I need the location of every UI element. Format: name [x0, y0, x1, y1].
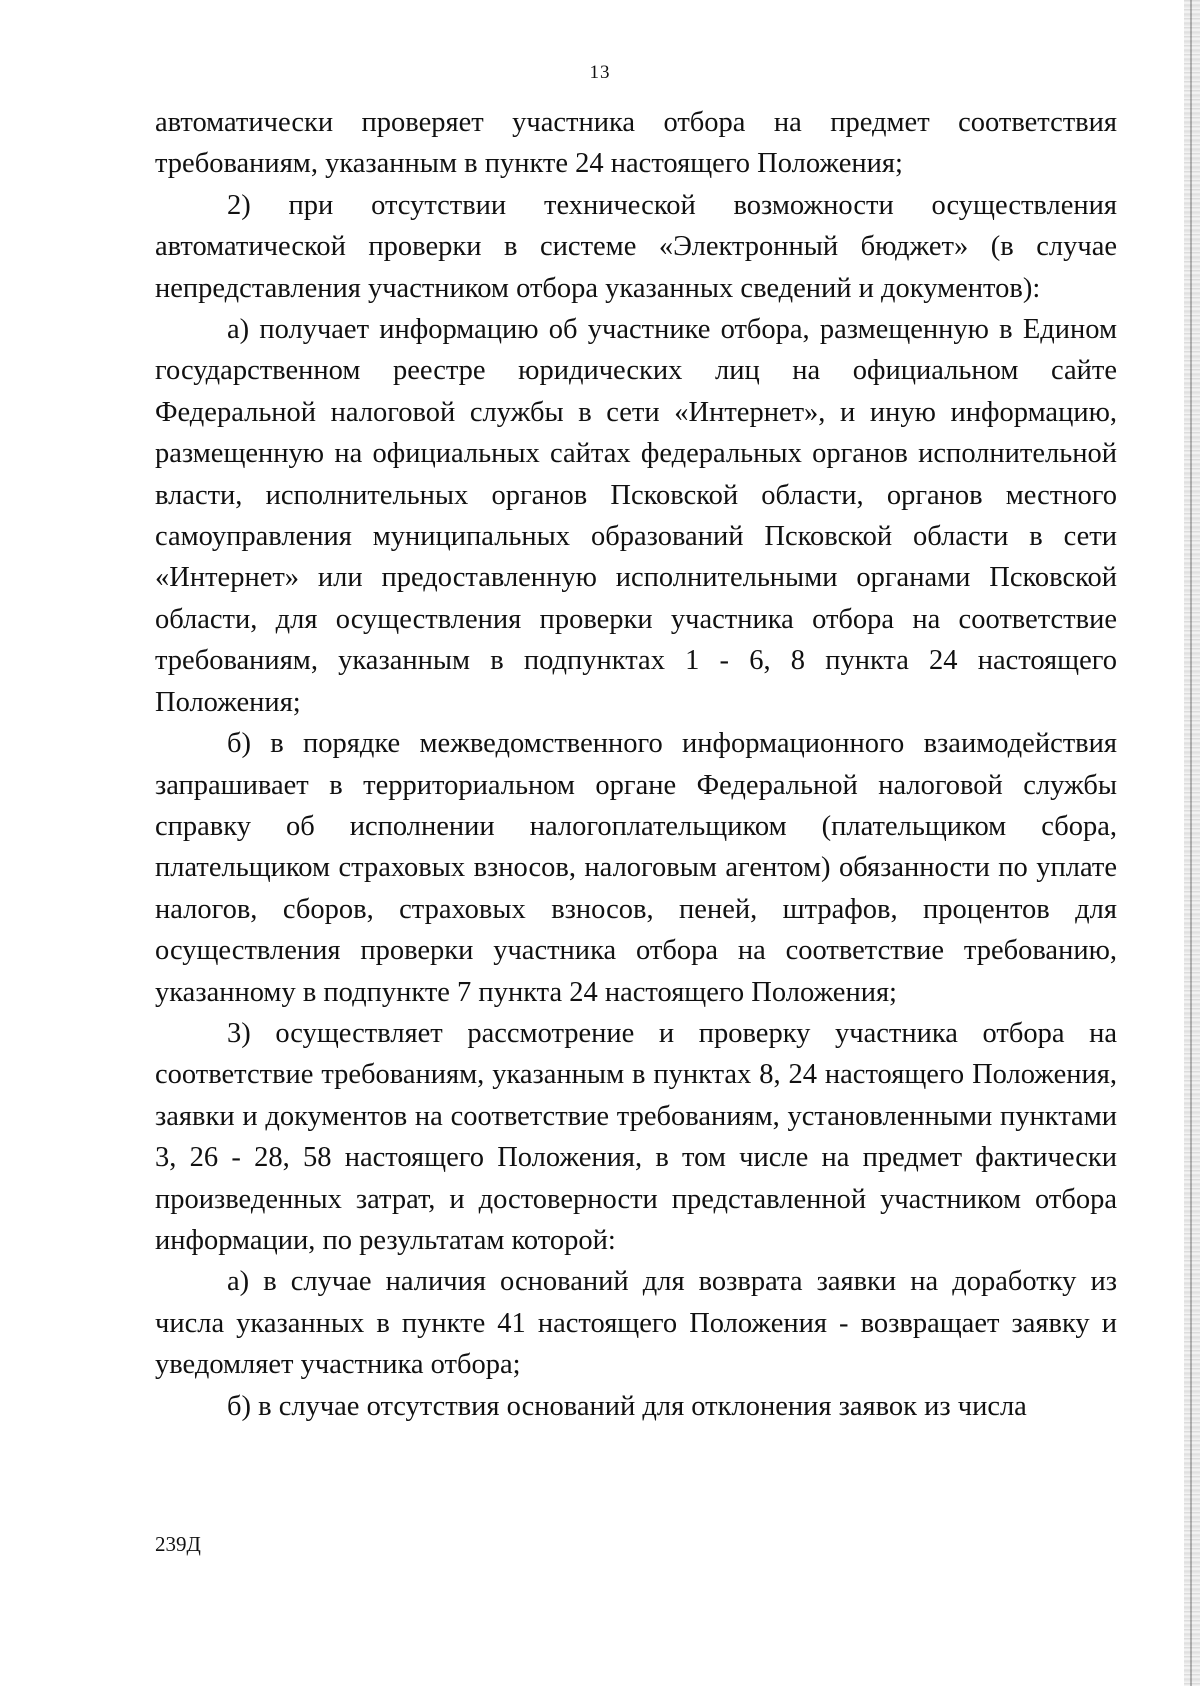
paragraph: 3) осуществляет рассмотрение и проверку участника отбора на соответствие требованиям, указанным в пунктах 8, 24 настоящего Положения, заявки и документов на соответствие требованиям, установленными пунктами 3, 26 - 28, 58 настоящего Положения, в том числе на предмет фактически произведенных затрат, и достоверности представленной участником отбора информации, по результатам которой: — [155, 1017, 1117, 1256]
document-body — [155, 102, 1117, 1427]
paragraph: а) получает информацию об участнике отбора, размещенную в Едином государственном реестре юридических лиц на официальном сайте Федеральной налоговой службы в сети «Интернет», и иную информацию, размещенную на официальных сайтах федеральных органов исполнительной власти, исполнительных органов Псковской области, органов местного самоуправления муниципальных образований Псковской области в сети «Интернет» или предоставленную исполнительными органами Псковской области, для осуществления проверки участника отбора на соответствие требованиям, указанным в подпунктах 1 - 6, 8 пункта 24 настоящего Положения; — [155, 314, 1117, 718]
document-code: 239Д — [155, 1532, 201, 1556]
page-number: 13 — [589, 62, 611, 83]
paragraph: 2) при отсутствии технической возможности осуществления автоматической проверки в системе «Электронный бюджет» (в случае непредставления участником отбора указанных сведений и документов): — [155, 189, 1117, 304]
paragraph: б) в порядке межведомственного информационного взаимодействия запрашивает в территориальном органе Федеральной налоговой службы справку об исполнении налогоплательщиком (плательщиком сбора, плательщиком страховых взносов, налоговым агентом) обязанности по уплате налогов, сборов, страховых взносов, пеней, штрафов, процентов для осуществления проверки участника отбора на соответствие требованию, указанному в подпункте 7 пункта 24 настоящего Положения; — [155, 728, 1117, 1008]
paragraph: а) в случае наличия оснований для возврата заявки на доработку из числа указанных в пункте 41 настоящего Положения - возвращает заявку и уведомляет участника отбора; — [155, 1266, 1117, 1381]
paragraph: б) в случае отсутствия оснований для отклонения заявок из числа — [227, 1390, 1027, 1422]
scan-edge-artifact — [1184, 0, 1200, 1686]
paragraph: автоматически проверяет участника отбора на предмет соответствия требованиям, указанным в пункте 24 настоящего Положения; — [155, 107, 1117, 180]
